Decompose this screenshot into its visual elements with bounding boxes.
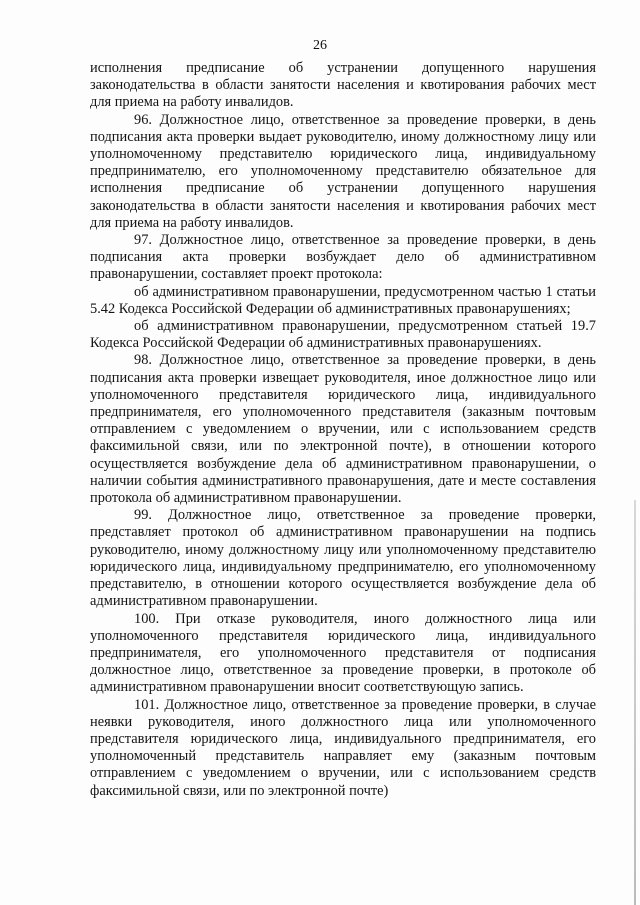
paragraph-98: 98. Должностное лицо, ответственное за проведение проверки, в день подписания акта проверки извещает руководителя, иное должностное лицо или уполномоченного представителя юридического лица, индивидуального предпринимателя, его уполномоченного представителя (заказным почтовым отправлением с уведомлением о вручении, или с использованием средств факсимильной связи, или по электронной почте), в отношении которого осуществляется возбуждение дела об административном правонарушении, о наличии события административного правонарушения, дате и месте составления протокола об административном правонарушении. [90,352,596,507]
paragraph-100: 100. При отказе руководителя, иного должностного лица или уполномоченного представителя юридического лица, индивидуального предпринимателя, его уполномоченного представителя от подписания должностное лицо, ответственное за проведение проверки, в протоколе об административном правонарушении вносит соответствующую запись. [90,610,596,696]
paragraph-continuation: исполнения предписание об устранении допущенного нарушения законодательства в области занятости населения и квотирования рабочих мест для приема на работу инвалидов. [90,60,596,111]
paragraph-97-item-2: об административном правонарушении, предусмотренном статьей 19.7 Кодекса Российской Федерации об административных правонарушениях. [90,318,596,352]
paragraph-99: 99. Должностное лицо, ответственное за проведение проверки, представляет протокол об административном правонарушении на подпись руководителю, иному должностному лицу или уполномоченному представителю юридического лица, индивидуальному предпринимателю, его уполномоченному представителю, в отношении которого осуществляется возбуждение дела об административном правонарушении. [90,507,596,610]
page-number: 26 [313,38,327,53]
document-body [90,60,596,800]
scan-edge-shadow [634,500,636,905]
paragraph-97-item-1: об административном правонарушении, предусмотренном частью 1 статьи 5.42 Кодекса Российской Федерации об административных правонарушениях; [90,283,596,317]
paragraph-96: 96. Должностное лицо, ответственное за проведение проверки, в день подписания акта проверки выдает руководителю, иному должностному лицу или уполномоченному представителю юридического лица, индивидуальному предпринимателю, его уполномоченному представителю обязательное для исполнения предписание об устранении допущенного нарушения законодательства в области занятости населения и квотирования рабочих мест для приема на работу инвалидов. [90,111,596,231]
paragraph-101: 101. Должностное лицо, ответственное за проведение проверки, в случае неявки руководителя, иного должностного лица или уполномоченного представителя юридического лица, индивидуального предпринимателя, его уполномоченный представитель направляет ему (заказным почтовым отправлением с уведомлением о вручении, или с использованием средств факсимильной связи, или по электронной почте) [90,696,596,799]
paragraph-97: 97. Должностное лицо, ответственное за проведение проверки, в день подписания акта проверки возбуждает дело об административном правонарушении, составляет проект протокола: [90,232,596,283]
